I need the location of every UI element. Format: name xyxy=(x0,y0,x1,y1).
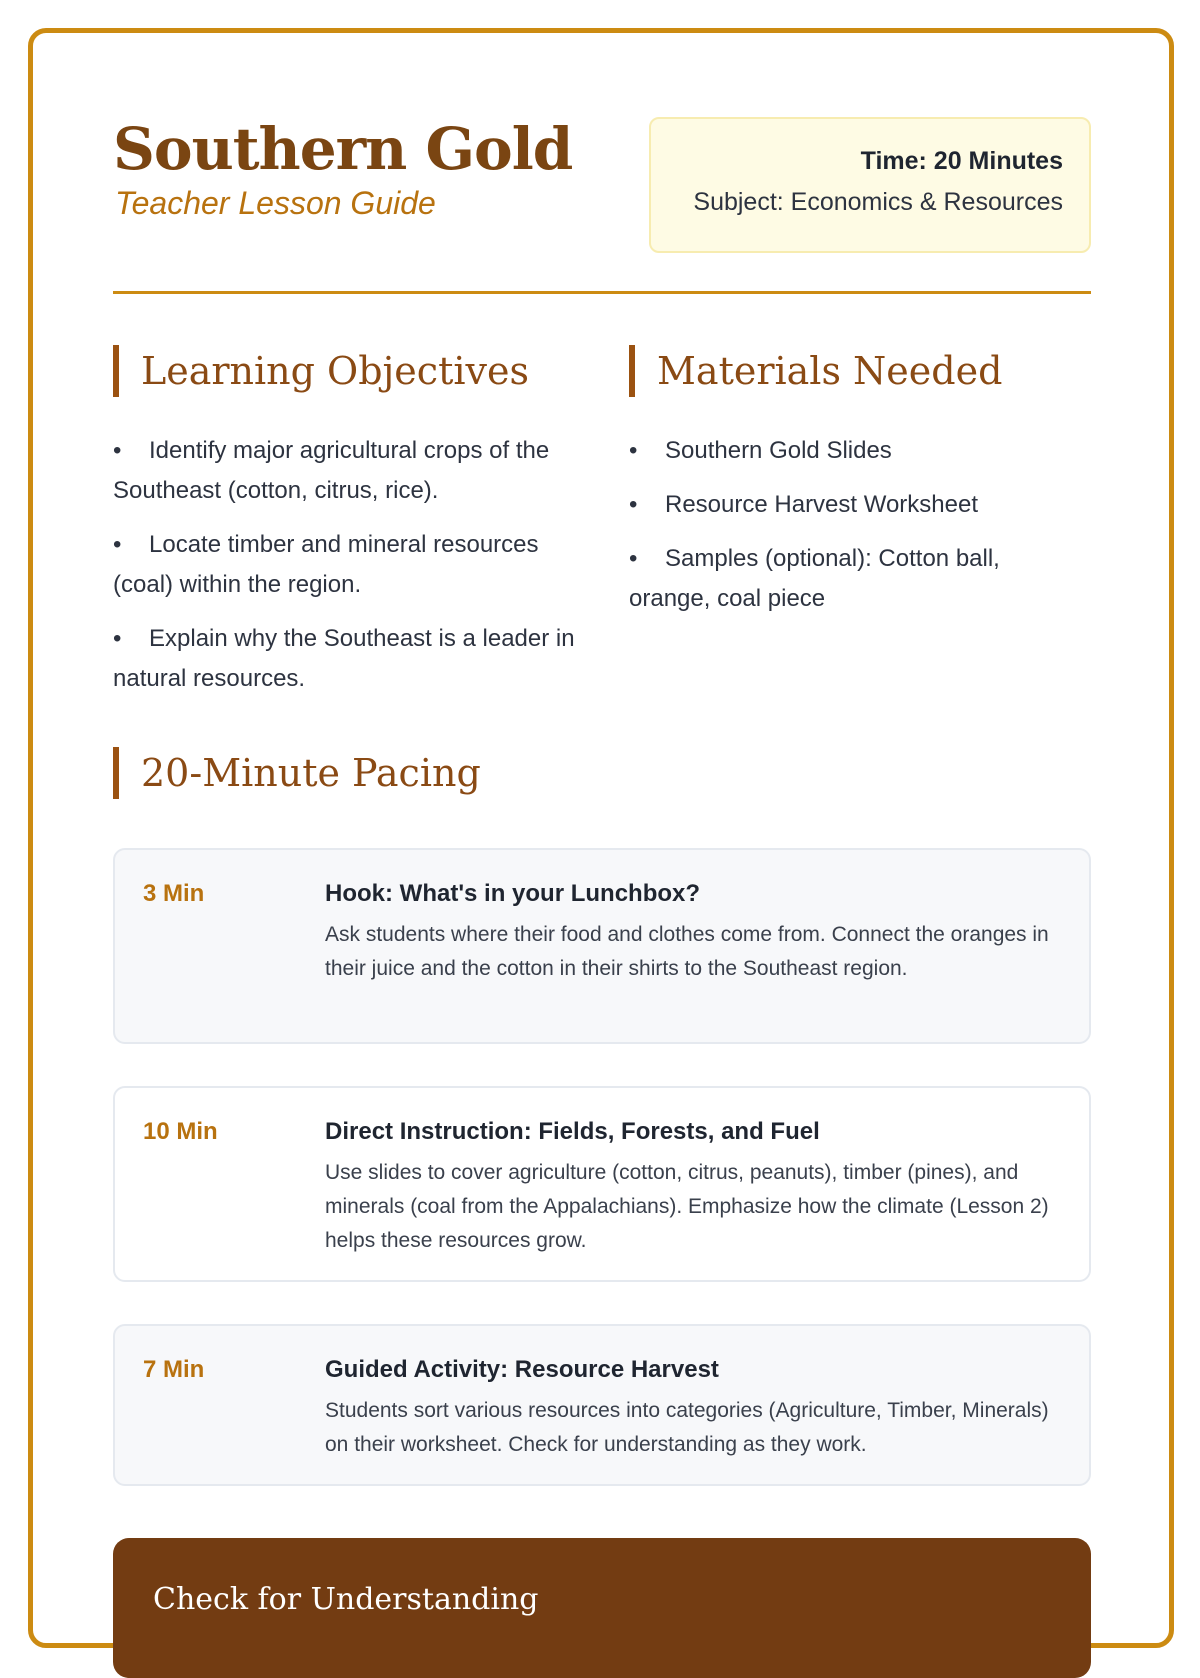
objectives-heading: Learning Objectives xyxy=(113,345,529,397)
bullet-icon: • xyxy=(113,625,122,652)
pacing-step xyxy=(113,1324,1091,1486)
objectives-list xyxy=(113,431,583,713)
step-description: Students sort various resources into categories (Agriculture, Timber, Minerals) on their worksheet. Check for understanding as they work. xyxy=(325,1399,1049,1456)
step-title: Hook: What's in your Lunchbox? xyxy=(325,880,701,907)
bullet-icon: • xyxy=(113,531,122,558)
list-item: • Southern Gold Slides xyxy=(629,431,1069,471)
list-item: • Explain why the Southeast is a leader in natural resources. xyxy=(113,619,583,699)
pacing-step xyxy=(113,848,1091,1044)
step-duration: 7 Min xyxy=(143,1356,205,1383)
pacing-step xyxy=(113,1086,1091,1282)
bullet-icon: • xyxy=(629,491,638,518)
list-item: • Locate timber and mineral resources (coal) within the region. xyxy=(113,525,583,605)
materials-heading: Materials Needed xyxy=(629,345,1002,397)
list-item: • Samples (optional): Cotton ball, orange, coal piece xyxy=(629,539,1069,619)
list-item: • Resource Harvest Worksheet xyxy=(629,485,1069,525)
step-duration: 10 Min xyxy=(143,1118,218,1145)
header-divider xyxy=(113,291,1091,294)
lesson-guide-card xyxy=(28,28,1174,1648)
materials-list xyxy=(629,431,1069,633)
step-duration: 3 Min xyxy=(143,880,205,907)
pacing-heading: 20-Minute Pacing xyxy=(113,747,481,799)
list-item: • Identify major agricultural crops of the Southeast (cotton, citrus, rice). xyxy=(113,431,583,511)
bullet-icon: • xyxy=(113,437,122,464)
bullet-icon: • xyxy=(629,545,638,572)
bullet-icon: • xyxy=(629,437,638,464)
lesson-time: Time: 20 Minutes xyxy=(860,147,1063,175)
step-title: Guided Activity: Resource Harvest xyxy=(325,1356,719,1383)
lesson-info-box xyxy=(649,117,1091,253)
page-title: Southern Gold xyxy=(113,115,573,183)
lesson-subject: Subject: Economics & Resources xyxy=(693,188,1063,216)
page-subtitle: Teacher Lesson Guide xyxy=(115,185,436,221)
step-title: Direct Instruction: Fields, Forests, and Fuel xyxy=(325,1118,820,1145)
check-for-understanding-panel xyxy=(113,1538,1091,1678)
check-title: Check for Understanding xyxy=(153,1582,539,1617)
step-description: Ask students where their food and clothes come from. Connect the oranges in their juice and the cotton in their shirts to the Southeast region. xyxy=(325,923,1049,980)
step-description: Use slides to cover agriculture (cotton, citrus, peanuts), timber (pines), and minerals (coal from the Appalachians). Emphasize how the climate (Lesson 2) helps these resources grow. xyxy=(325,1161,1049,1252)
